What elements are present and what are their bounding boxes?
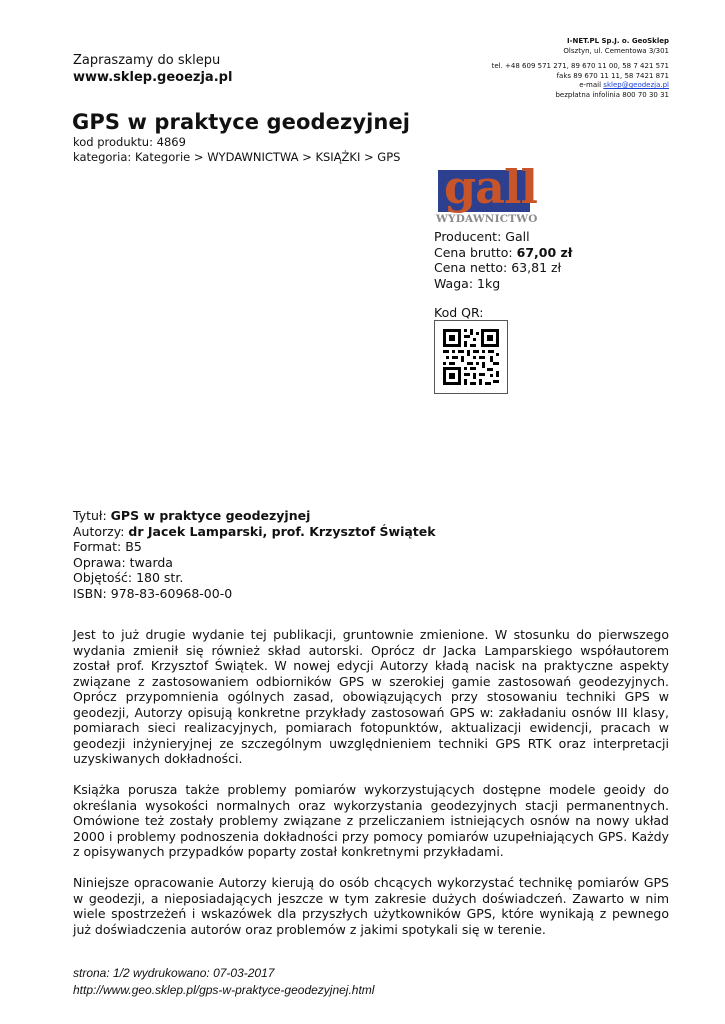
- description-paragraph: Książka porusza także problemy pomiarów wykorzystujących dostępne modele geoidy do określania wysokości normalnych oraz wykorzystania geodezyjnych stacji permanentnych. Omówione też zostały problemy związane z przeliczaniem istniejących osnów na nowy układ 2000 i problemy podnoszenia dokładności przy pomocy pomiarów uzupełniających GPS. Każdy z opisywanych przypadków poparty został konkretnymi przykładami.: [73, 782, 669, 859]
- spec-pages-value: 180 str.: [136, 570, 184, 585]
- product-meta: [73, 135, 400, 165]
- product-code-label: kod produktu:: [73, 135, 153, 149]
- spec-pages: [73, 570, 436, 586]
- company-phones: tel. +48 609 571 271, 89 670 11 00, 58 7 421 571: [491, 62, 669, 70]
- shop-url-link[interactable]: www.sklep.geoezja.pl: [73, 70, 233, 85]
- company-hotline: bezpłatna infolinia 800 70 30 31: [555, 90, 669, 99]
- producer-label: Producent:: [434, 229, 502, 244]
- spec-isbn: [73, 586, 436, 602]
- spec-format-value: B5: [125, 539, 142, 554]
- price-net-label: Cena netto:: [434, 260, 508, 275]
- spec-binding-value: twarda: [129, 554, 173, 570]
- footer-page-info: strona: 1/2 wydrukowano: 07-03-2017: [73, 966, 275, 980]
- promo-text: Zapraszamy do sklepu: [73, 53, 221, 68]
- price-net-row: [434, 260, 572, 276]
- company-info: [409, 37, 669, 100]
- email-link[interactable]: sklep@geodezja.pl: [603, 81, 669, 89]
- price-gross-row: [434, 245, 572, 261]
- category-path: Kategorie > WYDAWNICTWA > KSIĄŻKI > GPS: [134, 150, 401, 164]
- company-email: [409, 81, 669, 91]
- shop-promo: [73, 52, 232, 86]
- price-gross-label: Cena brutto:: [434, 244, 513, 260]
- spec-isbn-label: ISBN:: [73, 585, 107, 601]
- spec-authors: [73, 524, 436, 540]
- spec-authors-value: dr Jacek Lamparski, prof. Krzysztof Świątek: [128, 523, 436, 539]
- company-name: I-NET.PL Sp.J. o. GeoSklep: [566, 37, 669, 45]
- company-address: Olsztyn, ul. Cementowa 3/301: [563, 46, 669, 55]
- spec-isbn-value: 978-83-60968-00-0: [110, 585, 233, 601]
- publisher-logo: [434, 160, 538, 228]
- footer-url-link[interactable]: http://www.geo.sklep.pl/gps-w-praktyce-geodezyjnej.html: [73, 983, 375, 997]
- spec-binding: [73, 555, 436, 571]
- spec-authors-label: Autorzy:: [73, 523, 125, 539]
- product-title: GPS w praktyce geodezyjnej: [72, 110, 411, 134]
- product-code-value: 4869: [156, 135, 186, 149]
- price-net-value: 63,81 zł: [511, 260, 562, 275]
- qr-code-graphic: [435, 321, 507, 393]
- weight-row: [434, 276, 572, 292]
- price-gross-value: 67,00 zł: [516, 244, 573, 260]
- product-info: [434, 229, 572, 291]
- producer-row: [434, 229, 572, 245]
- spec-title-value: GPS w praktyce geodezyjnej: [110, 508, 311, 523]
- spec-format: [73, 539, 436, 555]
- email-label: e-mail: [579, 81, 602, 89]
- spec-pages-label: Objętość:: [73, 570, 133, 585]
- product-code: [73, 135, 400, 150]
- weight-value: 1kg: [477, 275, 501, 291]
- page-footer: [73, 965, 374, 999]
- product-category: [73, 150, 400, 165]
- company-fax: faks 89 670 11 11, 58 7421 871: [556, 71, 669, 80]
- spec-title: [73, 508, 436, 524]
- description-paragraph: Jest to już drugie wydanie tej publikacji, gruntownie zmienione. W stosunku do pierwszego wydania zmienił się również skład autorski. Oprócz dr Jacka Lamparskiego współautorem został prof. Krzysztof Świątek. W nowej edycji Autorzy kładą nacisk na praktyczne aspekty związane z zastosowaniem odbiorników GPS w szerokiej gamie zastosowań geodezyjnych. Oprócz przypomnienia ogólnych zasad, obowiązujących przy stosowaniu techniki GPS w geodezji, Autorzy opisują konkretne przykłady zastosowań GPS w: zakładaniu osnów III klasy, pomiarach sieci realizacyjnych, pomiarach fotopunktów, aktualizacji ewidencji, pracach w geodezji inżynieryjnej ze szczególnym uwzględnieniem techniki GPS RTK oraz interpretacji uzyskiwanych dokładności.: [73, 627, 669, 766]
- spec-title-label: Tytuł:: [73, 508, 107, 523]
- book-specs: [73, 508, 436, 601]
- weight-label: Waga:: [434, 275, 474, 291]
- product-description: [73, 627, 669, 953]
- logo-word: gall: [444, 160, 537, 214]
- description-paragraph: Niniejsze opracowanie Autorzy kierują do osób chcących wykorzystać technikę pomiarów GPS w geodezji, a nieposiadających jeszcze w tym zakresie dużych doświadczeń. Zawarto w nim wiele spostrzeżeń i wskazówek dla przyszłych użytkowników GPS, które wynikają z pewnego już doświadczenia autorów oraz problemów z jakimi spotykali się w terenie.: [73, 875, 669, 937]
- spec-format-label: Format:: [73, 539, 122, 554]
- qr-code-icon: [434, 320, 508, 394]
- logo-mark: [438, 160, 537, 214]
- qr-label: Kod QR:: [434, 305, 484, 320]
- producer-value: Gall: [505, 229, 530, 244]
- category-label: kategoria:: [73, 150, 132, 164]
- spec-binding-label: Oprawa:: [73, 554, 126, 570]
- logo-caption: WYDAWNICTWO: [436, 213, 538, 225]
